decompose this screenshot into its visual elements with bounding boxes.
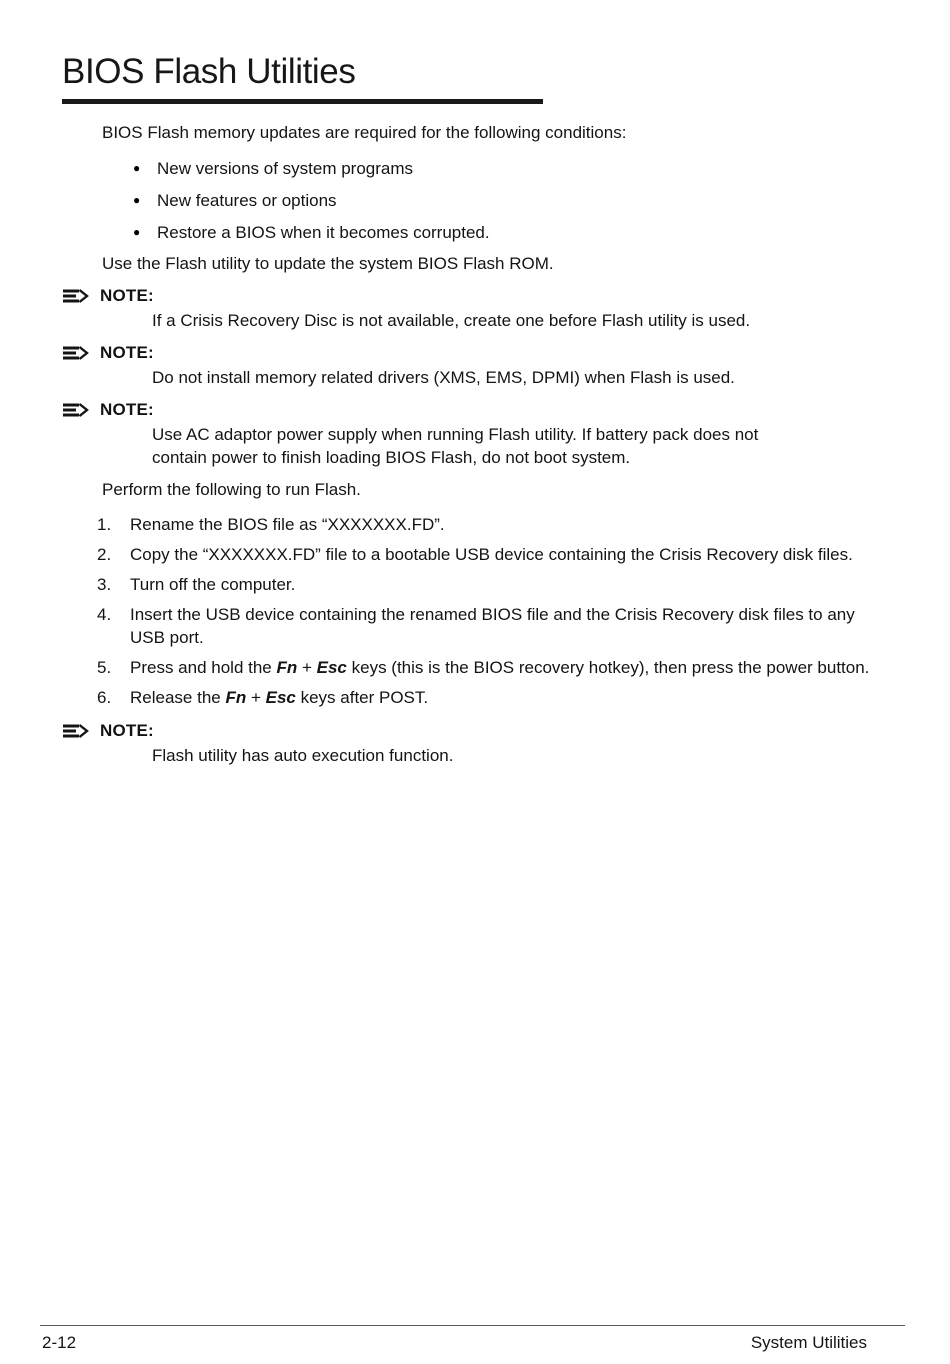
use-flash-paragraph: Use the Flash utility to update the system BIOS Flash ROM.	[102, 254, 554, 273]
note-heading	[62, 341, 950, 364]
note-block	[62, 341, 950, 389]
step-number: 2.	[97, 545, 112, 564]
list-item-text: New features or options	[157, 191, 337, 210]
conditions-list	[0, 157, 950, 244]
steps-list	[97, 513, 950, 709]
note-label: NOTE:	[100, 721, 154, 740]
page-title: BIOS Flash Utilities	[62, 52, 356, 91]
step-text: Release the Fn + Esc keys after POST.	[130, 688, 429, 707]
list-item-text: Restore a BIOS when it becomes corrupted.	[157, 223, 490, 242]
step-item	[97, 686, 882, 709]
note-heading	[62, 719, 950, 742]
step-item	[97, 543, 882, 566]
note-block	[62, 284, 950, 332]
note-icon	[62, 288, 89, 304]
note-heading	[62, 284, 950, 307]
note-icon	[62, 345, 89, 361]
bullet-icon: ●	[133, 161, 141, 175]
note-text: Use AC adaptor power supply when running Flash utility. If battery pack does not contain power to finish loading BIOS Flash, do not boot system.	[152, 425, 759, 467]
title-underline	[62, 99, 543, 104]
footer-section-title: System Utilities	[750, 1333, 867, 1352]
step-number: 1.	[97, 515, 112, 534]
list-item-text: New versions of system programs	[157, 159, 414, 178]
note-label: NOTE:	[100, 286, 154, 305]
bullet-icon: ●	[133, 225, 141, 239]
step-text: Press and hold the Fn + Esc keys (this is the BIOS recovery hotkey), then press the power button.	[130, 658, 870, 677]
step-number: 5.	[97, 658, 112, 677]
note-icon	[62, 402, 89, 418]
note-text: Do not install memory related drivers (XMS, EMS, DPMI) when Flash is used.	[152, 368, 735, 387]
note-icon	[62, 723, 89, 739]
step-item	[97, 573, 882, 596]
footer-rule	[40, 1325, 905, 1326]
perform-paragraph: Perform the following to run Flash.	[102, 480, 361, 499]
note-label: NOTE:	[100, 343, 154, 362]
step-number: 6.	[97, 688, 112, 707]
step-item	[97, 656, 882, 679]
step-number: 3.	[97, 575, 112, 594]
step-text: Rename the BIOS file as “XXXXXXX.FD”.	[130, 515, 445, 534]
step-number: 4.	[97, 605, 112, 624]
step-text: Copy the “XXXXXXX.FD” file to a bootable USB device containing the Crisis Recovery disk files.	[130, 545, 853, 564]
note-block	[62, 719, 950, 767]
page-footer	[40, 1325, 905, 1354]
step-text: Insert the USB device containing the renamed BIOS file and the Crisis Recovery disk files to any USB port.	[130, 605, 855, 647]
note-text: If a Crisis Recovery Disc is not available, create one before Flash utility is used.	[152, 311, 751, 330]
bullet-icon: ●	[133, 193, 141, 207]
footer-row	[40, 1331, 905, 1354]
list-item	[133, 221, 950, 244]
list-item	[133, 157, 950, 180]
intro-paragraph: BIOS Flash memory updates are required for the following conditions:	[102, 123, 627, 142]
note-text: Flash utility has auto execution function.	[152, 746, 454, 765]
page-number: 2-12	[42, 1333, 77, 1352]
list-item	[133, 189, 950, 212]
note-label: NOTE:	[100, 400, 154, 419]
note-block	[62, 398, 950, 469]
step-item	[97, 603, 882, 649]
step-text: Turn off the computer.	[130, 575, 296, 594]
step-item	[97, 513, 882, 536]
note-heading	[62, 398, 950, 421]
